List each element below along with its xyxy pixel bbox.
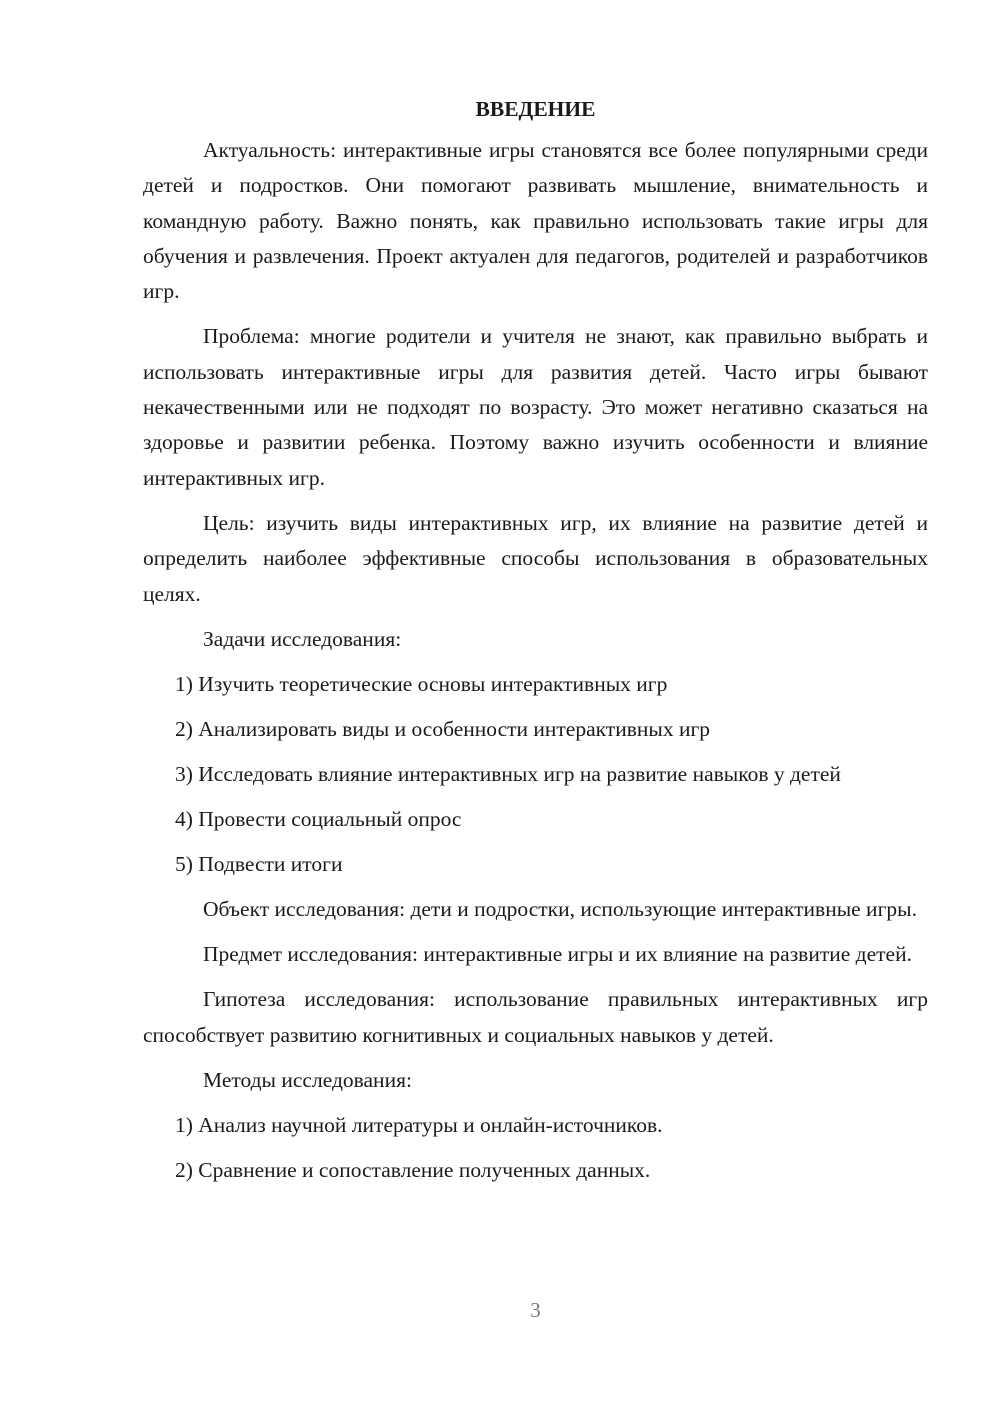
method-item: 2) Сравнение и сопоставление полученных данных. — [175, 1158, 651, 1183]
subject-paragraph: Предмет исследования: интерактивные игры и их влияние на развитие детей. — [203, 942, 912, 967]
task-item: 1) Изучить теоретические основы интерактивных игр — [175, 671, 668, 696]
goal-paragraph: Цель: изучить виды интерактивных игр, их влияние на развитие детей и определить наиболее эффективные способы использования в образовательных целях. — [143, 510, 928, 606]
methods-heading: Методы исследования: — [203, 1068, 412, 1093]
task-item: 5) Подвести итоги — [175, 851, 343, 876]
relevance-paragraph: Актуальность: интерактивные игры становятся все более популярными среди детей и подростков. Они помогают развивать мышление, внимательность и командную работу. Важно понять, как правильно использовать такие игры для обучения и развлечения. Проект актуален для педагогов, родителей и разработчиков игр. — [143, 138, 928, 304]
task-item: 3) Исследовать влияние интерактивных игр на развитие навыков у детей — [175, 761, 841, 786]
problem-paragraph: Проблема: многие родители и учителя не знают, как правильно выбрать и использовать интерактивные игры для развития детей. Часто игры бывают некачественными или не подходят по возрасту. Это может негативно сказаться на здоровье и развитии ребенка. Поэтому важно изучить особенности и влияние интерактивных игр. — [143, 324, 928, 490]
section-title: ВВЕДЕНИЕ — [475, 97, 596, 121]
tasks-heading: Задачи исследования: — [203, 626, 402, 651]
object-paragraph: Объект исследования: дети и подростки, использующие интерактивные игры. — [203, 896, 917, 921]
page-number: 3 — [530, 1298, 541, 1322]
method-item: 1) Анализ научной литературы и онлайн-источников. — [175, 1113, 663, 1138]
task-item: 2) Анализировать виды и особенности интерактивных игр — [175, 716, 711, 741]
task-item: 4) Провести социальный опрос — [175, 806, 462, 831]
hypothesis-paragraph: Гипотеза исследования: использование правильных интерактивных игр способствует развитию когнитивных и социальных навыков у детей. — [143, 987, 928, 1047]
document-page — [143, 92, 928, 1198]
